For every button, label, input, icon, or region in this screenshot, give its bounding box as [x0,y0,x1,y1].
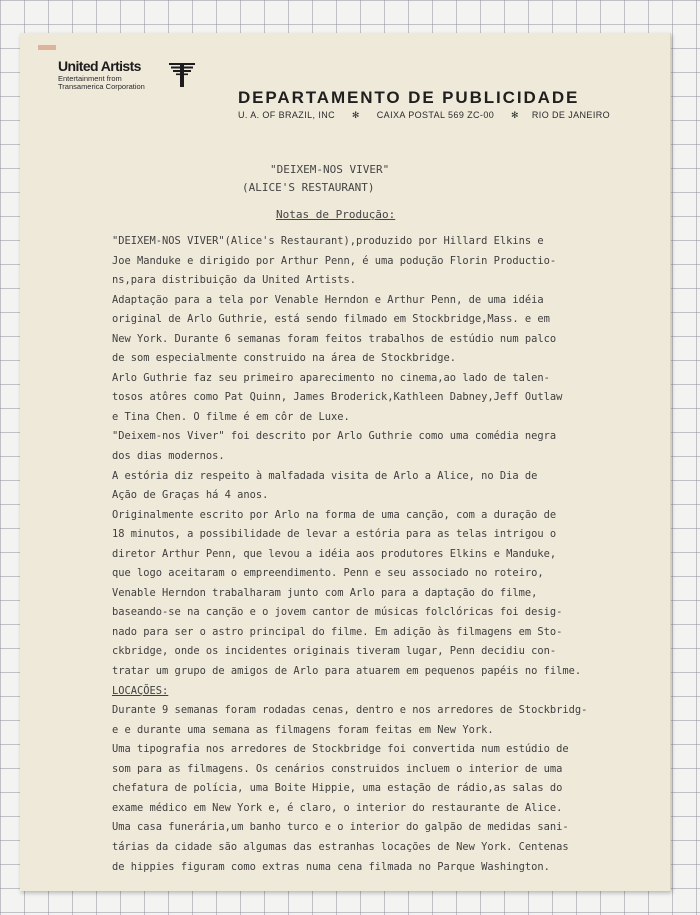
body-line: tratar um grupo de amigos de Arlo para atuarem em pequenos papéis no filme. [112,665,582,678]
body-line: chefatura de polícia, uma Boite Hippie, uma estação de rádio,as salas do [112,782,563,795]
body-line: ns,para distribuição da United Artists. [112,274,356,287]
body-line: de som especialmente construido na área de Stockbridge. [112,352,457,365]
separator-star-icon: ✻ [351,110,360,120]
body-line: Durante 9 semanas foram rodadas cenas, dentro e nos arredores de Stockbridg- [112,704,588,717]
body-line: Joe Manduke e dirigido por Arthur Penn, é uma podução Florin Productio- [112,254,557,267]
address-line [238,110,610,121]
body-line: nado para ser o astro principal do filme. Em adição às filmagens em Sto- [112,625,563,638]
postal-box: CAIXA POSTAL 569 ZC-00 [376,110,495,120]
body-line: 18 minutos, a possibilidade de levar a estória para as telas intrigou o [112,528,557,541]
body-line: som para as filmagens. Os cenários construidos incluem o interior de uma [112,762,563,775]
body-line: Uma casa funerária,um banho turco e o interior do galpão de medidas sani- [112,821,569,834]
tape-mark [38,45,56,50]
company-name: U. A. OF BRAZIL, INC [238,110,336,120]
brand-tagline [58,75,145,91]
body-line: A estória diz respeito à malfadada visita de Arlo a Alice, no Dia de [112,469,538,482]
document-subtitle: (ALICE'S RESTAURANT) [242,181,375,194]
body-line: Adaptação para a tela por Venable Herndon e Arthur Penn, de uma idéia [112,293,544,306]
separator-star-icon: ✻ [511,110,519,120]
body-line: baseando-se na canção e o jovem cantor de músicas folclóricas foi desig- [112,606,563,619]
brand-name: United Artists [58,58,141,74]
body-line: diretor Arthur Penn, que levou a idéia aos produtores Elkins e Manduke, [112,547,557,560]
body-line: tárias da cidade são algumas das estranhas locações de New York. Centenas [112,840,569,853]
body-line: e e durante uma semana as filmagens foram feitas em New York. [112,723,494,736]
brand-tagline-line-2: Transamerica Corporation [58,82,145,91]
body-line: tosos atôres como Pat Quinn, James Broderick,Kathleen Dabney,Jeff Outlaw [112,391,563,404]
body-line: Venable Herndon trabalharam junto com Arlo para a daptação do filme, [112,586,538,599]
locacoes-heading: LOCAÇÕES: [112,684,169,697]
body-line: original de Arlo Guthrie, está sendo filmado em Stockbridge,Mass. e em [112,313,550,326]
city: RIO DE JANEIRO [531,110,611,120]
body-line: Uma tipografia nos arredores de Stockbridge foi convertida num estúdio de [112,743,569,756]
body-line: que logo aceitaram o empreendimento. Penn e seu associado no roteiro, [112,567,544,580]
transamerica-t-logo-icon [168,60,196,88]
body-line: exame médico em New York e, é claro, o interior do restaurante de Alice. [112,801,563,814]
body-line: "Deixem-nos Viver" foi descrito por Arlo Guthrie como uma comédia negra [112,430,557,443]
body-line: New York. Durante 6 semanas foram feitos trabalhos de estúdio num palco [112,332,557,345]
body-line: Arlo Guthrie faz seu primeiro aparecimento no cinema,ao lado de talen- [112,371,550,384]
body-line: de hippies figuram como extras numa cena filmada no Parque Washington. [112,860,550,873]
body-line: Ação de Graças há 4 anos. [112,489,269,502]
body-line: e Tina Chen. O filme é em côr de Luxe. [112,410,350,423]
body-line: Originalmente escrito por Arlo na forma de uma canção, com a duração de [112,508,557,521]
brand-tagline-line-1: Entertainment from [58,74,122,83]
body-line: "DEIXEM-NOS VIVER"(Alice's Restaurant),produzido por Hillard Elkins e [112,235,544,247]
department-heading: DEPARTAMENTO DE PUBLICIDADE [238,88,580,107]
body-line: dos dias modernos. [112,450,225,463]
document-body [112,232,652,877]
united-artists-logo [58,58,198,94]
document-title: "DEIXEM-NOS VIVER" [270,163,390,176]
body-line: ckbridge, onde os incidentes originais tiveram lugar, Penn decidiu con- [112,645,557,658]
production-notes-heading: Notas de Produção: [276,208,396,221]
